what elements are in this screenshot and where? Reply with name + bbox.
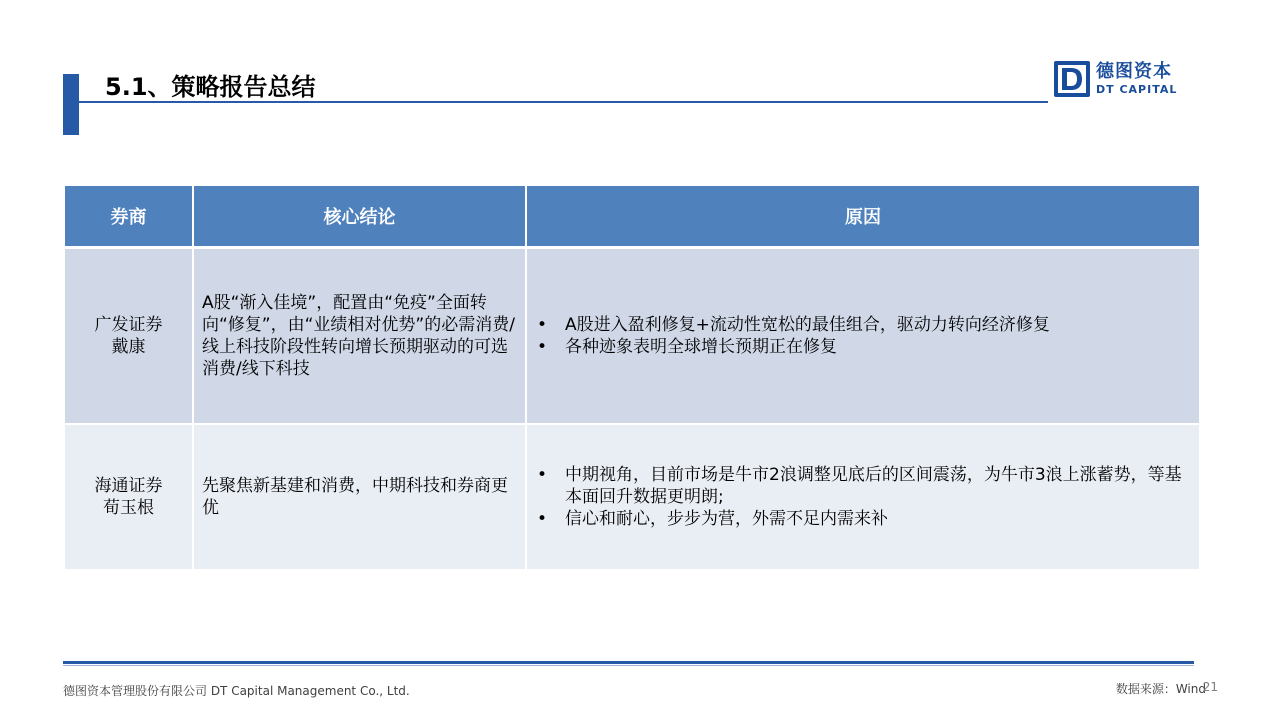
broker-cell — [65, 248, 193, 425]
strategy-summary-table — [65, 186, 1199, 571]
page-title: 5.1、策略报告总结 — [105, 73, 316, 101]
title-underline — [79, 101, 1048, 103]
column-header-broker: 券商 — [65, 186, 193, 248]
reason-item: • 中期视角，目前市场是牛市2浪调整见底后的区间震荡，为牛市3浪上涨蓄势，等基本面回升数据更明朗; — [565, 464, 1191, 508]
column-header-reason: 原因 — [526, 186, 1199, 248]
broker-cell — [65, 424, 193, 570]
reason-item: • 信心和耐心，步步为营，外需不足内需来补 — [565, 508, 1191, 530]
reason-cell — [526, 248, 1199, 425]
broker-name: 海通证券 — [94, 476, 163, 496]
table-row — [65, 248, 1199, 425]
reason-item: • A股进入盈利修复+流动性宽松的最佳组合，驱动力转向经济修复 — [565, 314, 1191, 336]
reason-list — [535, 464, 1191, 530]
company-logo — [1054, 61, 1184, 99]
footer-divider-thin — [63, 665, 1194, 666]
table-header-row — [65, 186, 1199, 248]
footer-source: 数据来源：Wind — [1115, 682, 1206, 696]
footer-divider — [63, 661, 1194, 664]
table-row — [65, 424, 1199, 570]
footer-company: 德图资本管理股份有限公司 DT Capital Management Co., Ltd. — [63, 684, 410, 698]
dt-logo-icon — [1054, 61, 1090, 97]
broker-name: 广发证券 — [94, 315, 163, 335]
logo-english-name: DT CAPITAL — [1096, 83, 1178, 96]
analyst-name: 戴康 — [111, 337, 146, 357]
analyst-name: 荀玉根 — [103, 498, 154, 518]
logo-chinese-name: 德图资本 — [1096, 61, 1172, 82]
reason-item: • 各种迹象表明全球增长预期正在修复 — [565, 336, 1191, 358]
reason-list — [535, 314, 1191, 358]
title-accent-bar — [63, 74, 79, 135]
reason-cell — [526, 424, 1199, 570]
column-header-conclusion: 核心结论 — [193, 186, 526, 248]
page-number: 21 — [1202, 680, 1218, 694]
conclusion-cell: 先聚焦新基建和消费，中期科技和券商更优 — [193, 424, 526, 570]
conclusion-cell: A股“渐入佳境”，配置由“免疫”全面转向“修复”，由“业绩相对优势”的必需消费/线上科技阶段性转向增长预期驱动的可选消费/线下科技 — [193, 248, 526, 425]
